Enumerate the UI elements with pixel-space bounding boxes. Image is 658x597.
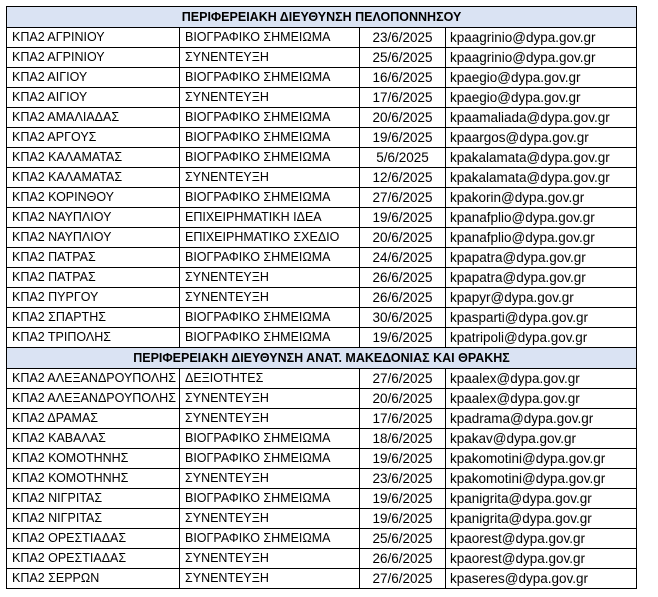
workshop-cell: ΒΙΟΓΡΑΦΙΚΟ ΣΗΜΕΙΩΜΑ xyxy=(180,429,360,449)
workshop-cell: ΒΙΟΓΡΑΦΙΚΟ ΣΗΜΕΙΩΜΑ xyxy=(180,28,360,48)
table-row xyxy=(7,489,637,509)
office-cell: ΚΠΑ2 ΟΡΕΣΤΙΑΔΑΣ xyxy=(7,549,180,569)
workshop-cell: ΣΥΝΕΝΤΕΥΞΗ xyxy=(180,88,360,108)
office-cell: ΚΠΑ2 ΑΜΑΛΙΑΔΑΣ xyxy=(7,108,180,128)
date-cell: 20/6/2025 xyxy=(360,389,446,409)
office-cell: ΚΠΑ2 ΠΥΡΓΟΥ xyxy=(7,288,180,308)
table-row xyxy=(7,328,637,348)
table-row xyxy=(7,268,637,288)
table-row xyxy=(7,509,637,529)
section-header-row xyxy=(7,7,637,28)
workshop-cell: ΒΙΟΓΡΑΦΙΚΟ ΣΗΜΕΙΩΜΑ xyxy=(180,128,360,148)
date-cell: 12/6/2025 xyxy=(360,168,446,188)
date-cell: 19/6/2025 xyxy=(360,449,446,469)
workshop-cell: ΔΕΞΙΟΤΗΤΕΣ xyxy=(180,369,360,389)
office-cell: ΚΠΑ2 ΚΑΛΑΜΑΤΑΣ xyxy=(7,148,180,168)
email-cell: kpaamaliada@dypa.gov.gr xyxy=(446,108,637,128)
table-row xyxy=(7,288,637,308)
email-cell: kpakomotini@dypa.gov.gr xyxy=(446,469,637,489)
email-cell: kpapatra@dypa.gov.gr xyxy=(446,248,637,268)
date-cell: 19/6/2025 xyxy=(360,128,446,148)
date-cell: 27/6/2025 xyxy=(360,369,446,389)
table-body xyxy=(7,7,637,589)
email-cell: kpaagrinio@dypa.gov.gr xyxy=(446,48,637,68)
date-cell: 17/6/2025 xyxy=(360,88,446,108)
email-cell: kpaegio@dypa.gov.gr xyxy=(446,68,637,88)
office-cell: ΚΠΑ2 ΑΛΕΞΑΝΔΡΟΥΠΟΛΗΣ xyxy=(7,389,180,409)
table-row xyxy=(7,369,637,389)
date-cell: 25/6/2025 xyxy=(360,48,446,68)
email-cell: kpadrama@dypa.gov.gr xyxy=(446,409,637,429)
workshop-cell: ΣΥΝΕΝΤΕΥΞΗ xyxy=(180,168,360,188)
workshop-cell: ΣΥΝΕΝΤΕΥΞΗ xyxy=(180,409,360,429)
table-row xyxy=(7,549,637,569)
table-row xyxy=(7,569,637,589)
office-cell: ΚΠΑ2 ΠΑΤΡΑΣ xyxy=(7,268,180,288)
workshop-schedule-table xyxy=(6,6,637,589)
email-cell: kpakav@dypa.gov.gr xyxy=(446,429,637,449)
table-row xyxy=(7,469,637,489)
date-cell: 20/6/2025 xyxy=(360,108,446,128)
workshop-cell: ΣΥΝΕΝΤΕΥΞΗ xyxy=(180,469,360,489)
date-cell: 24/6/2025 xyxy=(360,248,446,268)
email-cell: kpaorest@dypa.gov.gr xyxy=(446,529,637,549)
office-cell: ΚΠΑ2 ΝΙΓΡΙΤΑΣ xyxy=(7,489,180,509)
table-row xyxy=(7,208,637,228)
table-row xyxy=(7,148,637,168)
workshop-cell: ΒΙΟΓΡΑΦΙΚΟ ΣΗΜΕΙΩΜΑ xyxy=(180,529,360,549)
workshop-cell: ΣΥΝΕΝΤΕΥΞΗ xyxy=(180,549,360,569)
office-cell: ΚΠΑ2 ΝΑΥΠΛΙΟΥ xyxy=(7,208,180,228)
table-row xyxy=(7,228,637,248)
workshop-cell: ΕΠΙΧΕΙΡΗΜΑΤΙΚΟ ΣΧΕΔΙΟ xyxy=(180,228,360,248)
table-row xyxy=(7,449,637,469)
table-row xyxy=(7,248,637,268)
table-row xyxy=(7,68,637,88)
email-cell: kpakomotini@dypa.gov.gr xyxy=(446,449,637,469)
date-cell: 16/6/2025 xyxy=(360,68,446,88)
workshop-cell: ΣΥΝΕΝΤΕΥΞΗ xyxy=(180,48,360,68)
email-cell: kpatripoli@dypa.gov.gr xyxy=(446,328,637,348)
office-cell: ΚΠΑ2 ΤΡΙΠΟΛΗΣ xyxy=(7,328,180,348)
table-row xyxy=(7,48,637,68)
office-cell: ΚΠΑ2 ΑΓΡΙΝΙΟΥ xyxy=(7,28,180,48)
workshop-cell: ΒΙΟΓΡΑΦΙΚΟ ΣΗΜΕΙΩΜΑ xyxy=(180,148,360,168)
office-cell: ΚΠΑ2 ΑΡΓΟΥΣ xyxy=(7,128,180,148)
email-cell: kpaorest@dypa.gov.gr xyxy=(446,549,637,569)
workshop-cell: ΣΥΝΕΝΤΕΥΞΗ xyxy=(180,509,360,529)
office-cell: ΚΠΑ2 ΑΙΓΙΟΥ xyxy=(7,68,180,88)
workshop-cell: ΒΙΟΓΡΑΦΙΚΟ ΣΗΜΕΙΩΜΑ xyxy=(180,108,360,128)
table-row xyxy=(7,188,637,208)
date-cell: 5/6/2025 xyxy=(360,148,446,168)
table-row xyxy=(7,529,637,549)
email-cell: kpasparti@dypa.gov.gr xyxy=(446,308,637,328)
workshop-cell: ΒΙΟΓΡΑΦΙΚΟ ΣΗΜΕΙΩΜΑ xyxy=(180,328,360,348)
table-row xyxy=(7,88,637,108)
table-row xyxy=(7,429,637,449)
email-cell: kpanafplio@dypa.gov.gr xyxy=(446,208,637,228)
table-row xyxy=(7,409,637,429)
office-cell: ΚΠΑ2 ΣΠΑΡΤΗΣ xyxy=(7,308,180,328)
date-cell: 20/6/2025 xyxy=(360,228,446,248)
date-cell: 19/6/2025 xyxy=(360,509,446,529)
date-cell: 27/6/2025 xyxy=(360,188,446,208)
workshop-cell: ΕΠΙΧΕΙΡΗΜΑΤΙΚΗ ΙΔΕΑ xyxy=(180,208,360,228)
office-cell: ΚΠΑ2 ΑΛΕΞΑΝΔΡΟΥΠΟΛΗΣ xyxy=(7,369,180,389)
date-cell: 26/6/2025 xyxy=(360,549,446,569)
office-cell: ΚΠΑ2 ΠΑΤΡΑΣ xyxy=(7,248,180,268)
workshop-cell: ΒΙΟΓΡΑΦΙΚΟ ΣΗΜΕΙΩΜΑ xyxy=(180,68,360,88)
date-cell: 27/6/2025 xyxy=(360,569,446,589)
workshop-cell: ΒΙΟΓΡΑΦΙΚΟ ΣΗΜΕΙΩΜΑ xyxy=(180,308,360,328)
office-cell: ΚΠΑ2 ΚΟΡΙΝΘΟΥ xyxy=(7,188,180,208)
email-cell: kpaegio@dypa.gov.gr xyxy=(446,88,637,108)
email-cell: kpaalex@dypa.gov.gr xyxy=(446,389,637,409)
date-cell: 19/6/2025 xyxy=(360,489,446,509)
date-cell: 30/6/2025 xyxy=(360,308,446,328)
email-cell: kpaargos@dypa.gov.gr xyxy=(446,128,637,148)
date-cell: 17/6/2025 xyxy=(360,409,446,429)
section-title: ΠΕΡΙΦΕΡΕΙΑΚΗ ΔΙΕΥΘΥΝΣΗ ΠΕΛΟΠΟΝΝΗΣΟΥ xyxy=(7,7,637,28)
office-cell: ΚΠΑ2 ΣΕΡΡΩΝ xyxy=(7,569,180,589)
section-header-row xyxy=(7,348,637,369)
workshop-cell: ΣΥΝΕΝΤΕΥΞΗ xyxy=(180,268,360,288)
section-title: ΠΕΡΙΦΕΡΕΙΑΚΗ ΔΙΕΥΘΥΝΣΗ ΑΝΑΤ. ΜΑΚΕΔΟΝΙΑΣ ΚΑΙ ΘΡΑΚΗΣ xyxy=(7,348,637,369)
office-cell: ΚΠΑ2 ΑΙΓΙΟΥ xyxy=(7,88,180,108)
office-cell: ΚΠΑ2 ΝΑΥΠΛΙΟΥ xyxy=(7,228,180,248)
email-cell: kpakorin@dypa.gov.gr xyxy=(446,188,637,208)
date-cell: 19/6/2025 xyxy=(360,328,446,348)
table-row xyxy=(7,168,637,188)
date-cell: 18/6/2025 xyxy=(360,429,446,449)
table-row xyxy=(7,128,637,148)
office-cell: ΚΠΑ2 ΝΙΓΡΙΤΑΣ xyxy=(7,509,180,529)
office-cell: ΚΠΑ2 ΚΑΒΑΛΑΣ xyxy=(7,429,180,449)
table-row xyxy=(7,308,637,328)
workshop-cell: ΒΙΟΓΡΑΦΙΚΟ ΣΗΜΕΙΩΜΑ xyxy=(180,449,360,469)
workshop-cell: ΒΙΟΓΡΑΦΙΚΟ ΣΗΜΕΙΩΜΑ xyxy=(180,489,360,509)
email-cell: kpaalex@dypa.gov.gr xyxy=(446,369,637,389)
date-cell: 23/6/2025 xyxy=(360,469,446,489)
email-cell: kpanigrita@dypa.gov.gr xyxy=(446,489,637,509)
table-row xyxy=(7,28,637,48)
email-cell: kpakalamata@dypa.gov.gr xyxy=(446,168,637,188)
date-cell: 26/6/2025 xyxy=(360,288,446,308)
workshop-cell: ΒΙΟΓΡΑΦΙΚΟ ΣΗΜΕΙΩΜΑ xyxy=(180,248,360,268)
date-cell: 19/6/2025 xyxy=(360,208,446,228)
email-cell: kpakalamata@dypa.gov.gr xyxy=(446,148,637,168)
schedule-table-container xyxy=(6,6,637,589)
email-cell: kpaseres@dypa.gov.gr xyxy=(446,569,637,589)
office-cell: ΚΠΑ2 ΔΡΑΜΑΣ xyxy=(7,409,180,429)
email-cell: kpapatra@dypa.gov.gr xyxy=(446,268,637,288)
office-cell: ΚΠΑ2 ΚΑΛΑΜΑΤΑΣ xyxy=(7,168,180,188)
office-cell: ΚΠΑ2 ΟΡΕΣΤΙΑΔΑΣ xyxy=(7,529,180,549)
office-cell: ΚΠΑ2 ΚΟΜΟΤΗΝΗΣ xyxy=(7,469,180,489)
table-row xyxy=(7,108,637,128)
office-cell: ΚΠΑ2 ΚΟΜΟΤΗΝΗΣ xyxy=(7,449,180,469)
workshop-cell: ΣΥΝΕΝΤΕΥΞΗ xyxy=(180,389,360,409)
workshop-cell: ΣΥΝΕΝΤΕΥΞΗ xyxy=(180,288,360,308)
email-cell: kpapyr@dypa.gov.gr xyxy=(446,288,637,308)
workshop-cell: ΣΥΝΕΝΤΕΥΞΗ xyxy=(180,569,360,589)
date-cell: 26/6/2025 xyxy=(360,268,446,288)
date-cell: 23/6/2025 xyxy=(360,28,446,48)
table-row xyxy=(7,389,637,409)
workshop-cell: ΒΙΟΓΡΑΦΙΚΟ ΣΗΜΕΙΩΜΑ xyxy=(180,188,360,208)
email-cell: kpanigrita@dypa.gov.gr xyxy=(446,509,637,529)
email-cell: kpaagrinio@dypa.gov.gr xyxy=(446,28,637,48)
email-cell: kpanafplio@dypa.gov.gr xyxy=(446,228,637,248)
office-cell: ΚΠΑ2 ΑΓΡΙΝΙΟΥ xyxy=(7,48,180,68)
date-cell: 25/6/2025 xyxy=(360,529,446,549)
